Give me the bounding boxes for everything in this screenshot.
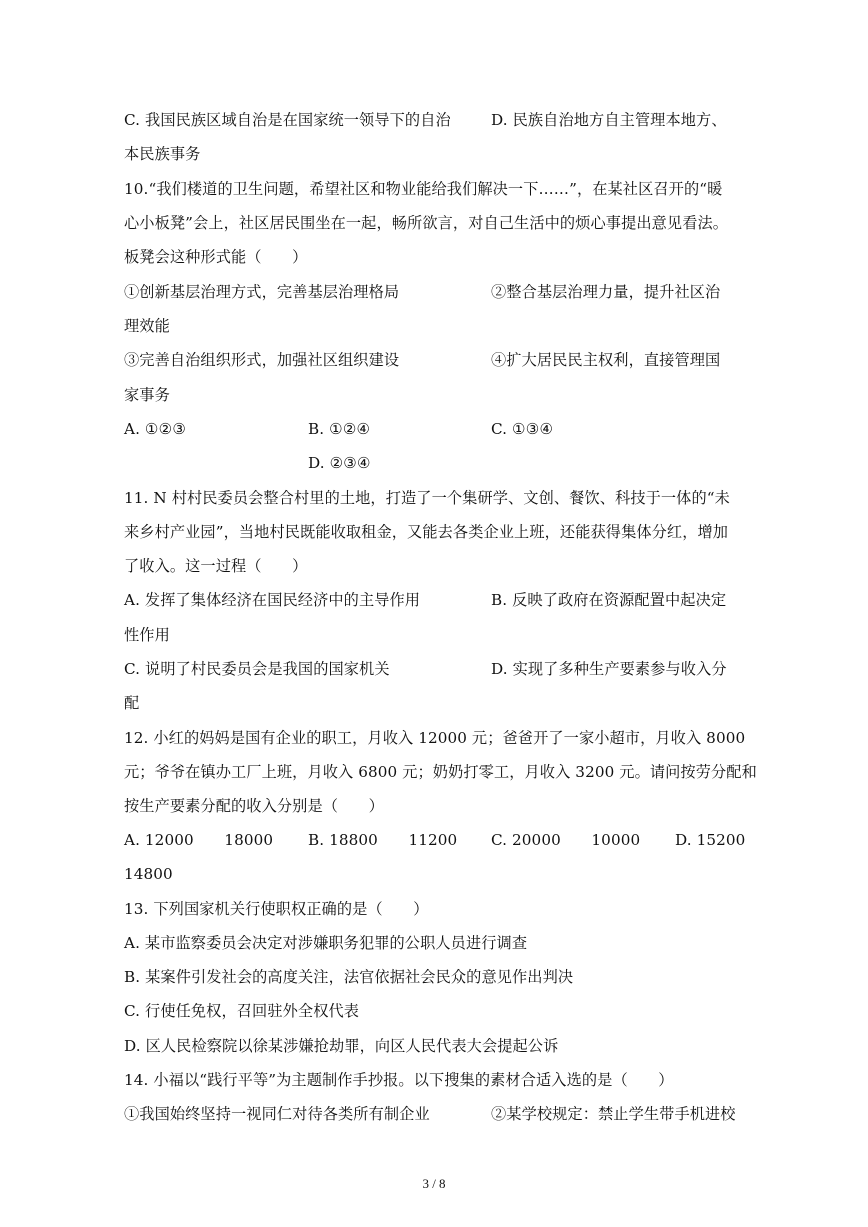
question-10-stem: 10.“我们楼道的卫生问题，希望社区和物业能给我们解决一下……”，在某社区召开的“暖 xyxy=(124,180,723,198)
statement-2-cont: 理效能 xyxy=(124,317,170,335)
question-14-stem: 14. 小福以“践行平等”为主题制作手抄报。以下搜集的素材合适入选的是（ ） xyxy=(124,1071,674,1089)
question-12-stem: 12. 小红的妈妈是国有企业的职工，月收入 12000 元；爸爸开了一家小超市，月收入 8000 xyxy=(124,729,746,747)
option-a-q10: A. ①②③ xyxy=(124,420,187,438)
question-10-stem-line3: 板凳会这种形式能（ ） xyxy=(124,248,308,266)
option-b-q11-cont: 性作用 xyxy=(124,626,170,644)
option-c-q12: C. 20000 10000 xyxy=(491,831,641,849)
option-b-q12: B. 18800 11200 xyxy=(308,831,458,849)
question-13-stem: 13. 下列国家机关行使职权正确的是（ ） xyxy=(124,900,429,918)
statement-2-q14: ②某学校规定：禁止学生带手机进校 xyxy=(491,1105,736,1123)
option-b-q13: B. 某案件引发社会的高度关注，法官依据社会民众的意见作出判决 xyxy=(124,968,574,986)
option-b-q10: B. ①②④ xyxy=(308,420,371,438)
option-c-q10: C. ①③④ xyxy=(491,420,554,438)
question-10-stem-line2: 心小板凳”会上，社区居民围坐在一起，畅所欲言，对自己生活中的烦心事提出意见看法。 xyxy=(124,214,729,232)
option-c-q11: C. 说明了村民委员会是我国的国家机关 xyxy=(124,660,390,678)
option-d-q12: D. 15200 xyxy=(675,831,746,849)
question-11-stem-line3: 了收入。这一过程（ ） xyxy=(124,557,308,575)
statement-3: ③完善自治组织形式，加强社区组织建设 xyxy=(124,351,400,369)
question-12-stem-line3: 按生产要素分配的收入分别是（ ） xyxy=(124,797,384,815)
option-d-q9: D. 民族自治地方自主管理本地方、 xyxy=(491,111,727,129)
option-d-q11-cont: 配 xyxy=(124,694,140,712)
option-c-q9: C. 我国民族区域自治是在国家统一领导下的自治 xyxy=(124,111,451,129)
option-d-q10: D. ②③④ xyxy=(308,454,371,472)
option-b-q11: B. 反映了政府在资源配置中起决定 xyxy=(491,591,727,609)
option-c-q13: C. 行使任免权，召回驻外全权代表 xyxy=(124,1002,360,1020)
question-11-stem-line2: 来乡村产业园”，当地村民既能收取租金，又能去各类企业上班，还能获得集体分红，增加 xyxy=(124,523,729,541)
question-12-stem-line2: 元；爷爷在镇办工厂上班，月收入 6800 元；奶奶打零工，月收入 3200 元。请问按劳分配和 xyxy=(124,763,757,781)
option-a-q13: A. 某市监察委员会决定对涉嫌职务犯罪的公职人员进行调查 xyxy=(124,934,528,952)
statement-4: ④扩大居民民主权利，直接管理国 xyxy=(491,351,721,369)
statement-1-q14: ①我国始终坚持一视同仁对待各类所有制企业 xyxy=(124,1105,430,1123)
option-a-q11: A. 发挥了集体经济在国民经济中的主导作用 xyxy=(124,591,421,609)
statement-2: ②整合基层治理力量，提升社区治 xyxy=(491,283,721,301)
option-d-q13: D. 区人民检察院以徐某涉嫌抢劫罪，向区人民代表大会提起公诉 xyxy=(124,1037,559,1055)
option-d-q12-cont: 14800 xyxy=(124,865,173,883)
question-11-stem: 11. N 村村民委员会整合村里的土地，打造了一个集研学、文创、餐饮、科技于一体的“未 xyxy=(124,489,730,507)
option-a-q12: A. 12000 18000 xyxy=(124,831,274,849)
statement-1: ①创新基层治理方式，完善基层治理格局 xyxy=(124,283,400,301)
option-d-q9-cont: 本民族事务 xyxy=(124,145,201,163)
option-d-q11: D. 实现了多种生产要素参与收入分 xyxy=(491,660,727,678)
statement-4-cont: 家事务 xyxy=(124,386,170,404)
page-number: 3 / 8 xyxy=(422,1176,446,1191)
